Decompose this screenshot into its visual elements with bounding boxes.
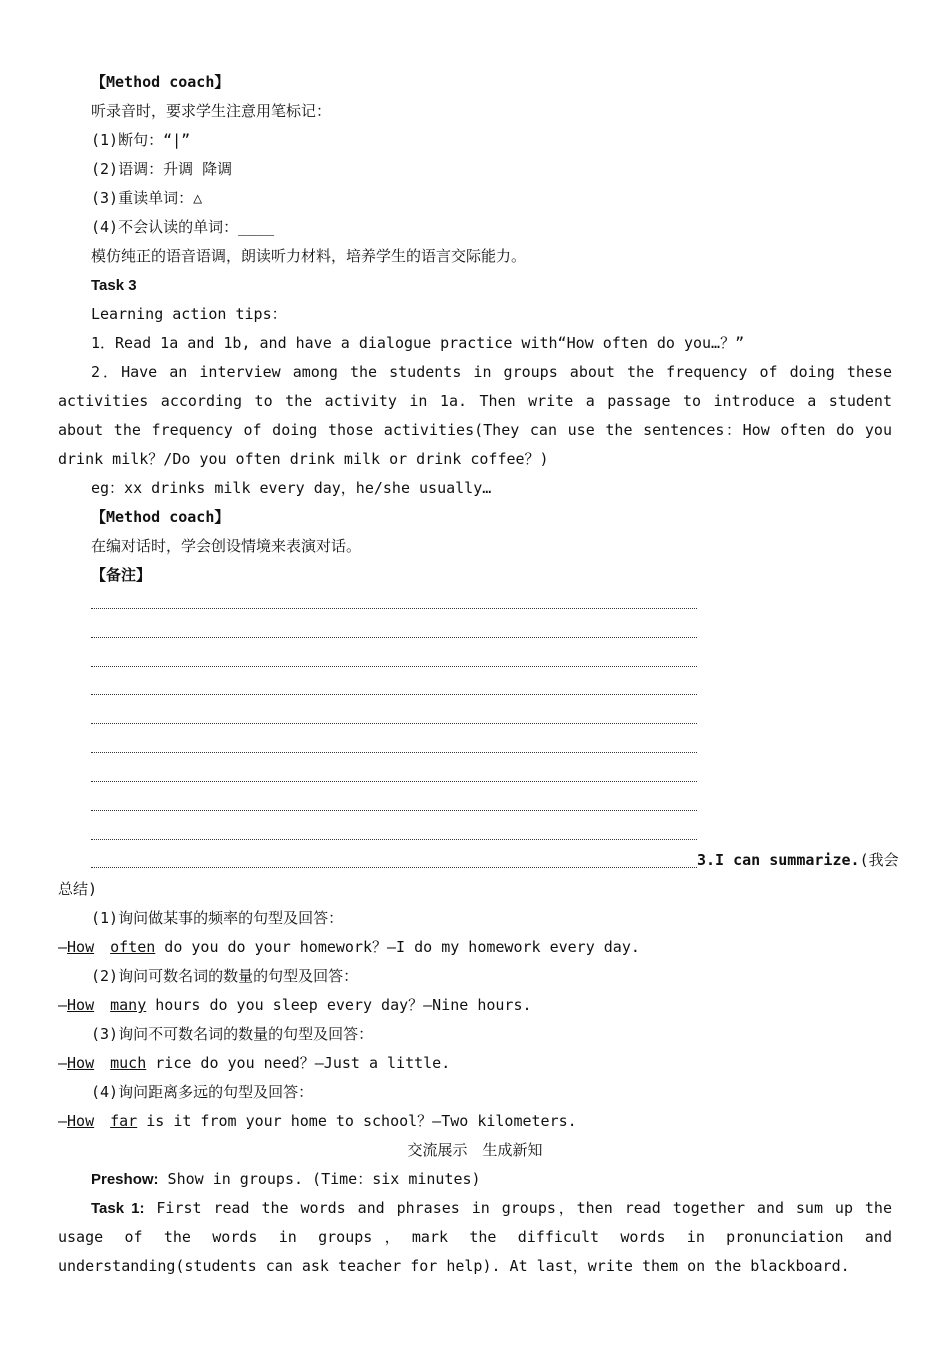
note-line (91, 867, 697, 868)
note-line (91, 666, 697, 667)
summary-heading-cont: 总结) (58, 880, 98, 898)
summary-example: —How much rice do you need？—Just a little. (58, 1054, 451, 1072)
note-line (91, 723, 697, 724)
tip-2-text: 2．Have an interview among the students in groups about the frequency of doing these activities according to the activity in 1a. Then write a passage to introduce a student about the frequency of doing those activities(They can use the sentences：How often do you drink milk？/Do you often drink milk or drink coffee？) (58, 363, 892, 468)
mark-item: (3)重读单词：△ (91, 189, 203, 207)
task1-text: First read the words and phrases in groups，then read together and sum up the usage of the words in groups，mark the difficult words in pronunciation and understanding(students can ask teacher for help). At last，write them on the blackboard. (58, 1199, 892, 1275)
note-line (91, 839, 697, 840)
summary-item-label: (3)询问不可数名词的数量的句型及回答： (91, 1025, 374, 1043)
worksheet-page (58, 68, 892, 590)
summary-example: —How many hours do you sleep every day？—Nine hours. (58, 996, 532, 1014)
summary-heading (697, 846, 899, 875)
example-line: eg：xx drinks milk every day，he/she usually… (91, 479, 492, 497)
summary-item-label: (4)询问距离多远的句型及回答： (91, 1083, 314, 1101)
preshow-text: Show in groups. (Time：six minutes) (158, 1170, 481, 1188)
dialogue-tip: 在编对话时，学会创设情境来表演对话。 (91, 537, 362, 555)
method-coach-heading: 【Method coach】 (91, 73, 230, 91)
note-line (91, 810, 697, 811)
preshow-line (58, 1165, 892, 1194)
tips-label: Learning action tips： (91, 305, 287, 323)
exchange-title: 交流展示 生成新知 (407, 1141, 543, 1159)
mark-item: (2)语调：升调 降调 (91, 160, 233, 178)
imitation-note: 模仿纯正的语音语调，朗读听力材料，培养学生的语言交际能力。 (91, 247, 527, 265)
summary-heading-cn: (我会 (859, 851, 899, 869)
mark-item: (4)不会认读的单词：____ (91, 218, 275, 236)
task1-paragraph (58, 1194, 892, 1281)
note-line (91, 694, 697, 695)
method-coach-heading-2: 【Method coach】 (91, 508, 230, 526)
preshow-label: Preshow: (91, 1171, 159, 1188)
note-line (91, 637, 697, 638)
summary-example: —How far is it from your home to school？—Two kilometers. (58, 1112, 577, 1130)
summary-example: —How often do you do your homework？—I do my homework every day. (58, 938, 640, 956)
note-line (91, 781, 697, 782)
note-line (91, 752, 697, 753)
task1-label: Task 1: (91, 1200, 145, 1217)
tip-2 (58, 358, 892, 474)
summary-heading-en: 3.I can summarize. (697, 851, 860, 869)
summary-item-label: (2)询问可数名词的数量的句型及回答： (91, 967, 359, 985)
summary-item-label: (1)询问做某事的频率的句型及回答： (91, 909, 344, 927)
listening-instruction: 听录音时，要求学生注意用笔标记： (91, 102, 332, 120)
note-line (91, 608, 697, 609)
mark-item: (1)断句：“|” (91, 131, 191, 149)
task3-title: Task 3 (91, 277, 137, 294)
tip-1: 1．Read 1a and 1b, and have a dialogue practice with“How often do you…？” (91, 334, 745, 352)
summary-section (58, 875, 892, 1281)
notes-heading: 【备注】 (91, 566, 152, 584)
